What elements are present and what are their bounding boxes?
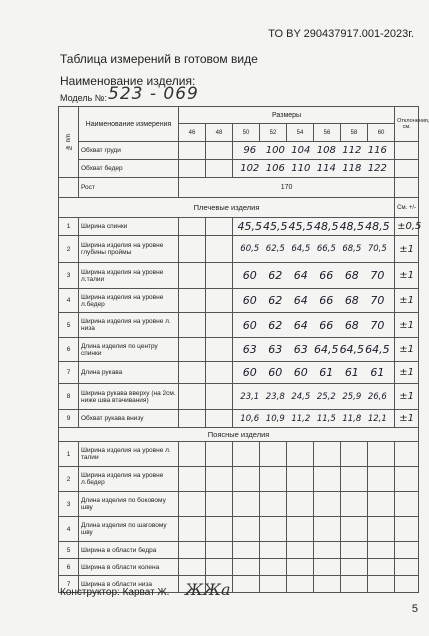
empty-cell [206, 492, 233, 517]
empty-cell [206, 142, 233, 160]
designer-line: Конструктор: Карват Ж. [60, 587, 170, 598]
empty-cell [314, 442, 341, 467]
empty-cell [341, 492, 368, 517]
measurement-label: Обхват рукава внизу [79, 410, 179, 428]
empty-cell [314, 559, 341, 576]
empty-cell [206, 338, 233, 362]
handwritten-value: 63 [242, 343, 257, 356]
empty-cell [233, 517, 260, 542]
handwritten-value: 23,8 [265, 391, 285, 402]
handwritten-value: 102 [240, 163, 260, 174]
row-number: 4 [59, 517, 79, 542]
empty-cell [395, 160, 419, 178]
handwritten-value: 64,5 [291, 244, 311, 254]
measurement-values [233, 384, 395, 410]
base-row-label: Обхват бедер [79, 160, 179, 178]
empty-cell [233, 576, 260, 593]
empty-cell [179, 236, 206, 263]
handwritten-value: 68 [344, 318, 359, 332]
measurement-values [233, 338, 395, 362]
empty-cell [233, 467, 260, 492]
empty-cell [395, 492, 419, 517]
empty-cell [179, 559, 206, 576]
handwritten-value: 64 [293, 318, 308, 332]
empty-cell [206, 362, 233, 384]
measurement-label: Длина изделия по центру спинки [79, 338, 179, 362]
row-number: 8 [59, 384, 79, 410]
handwritten-value: 45,5 [263, 220, 288, 233]
handwritten-value: 48,5 [314, 220, 339, 233]
size-50: 50 [233, 124, 260, 142]
measurement-values [233, 313, 395, 338]
handwritten-value: 60 [242, 294, 257, 307]
empty-cell [233, 559, 260, 576]
empty-cell [206, 236, 233, 263]
empty-cell [287, 467, 314, 492]
handwritten-value: 108 [316, 145, 336, 156]
model-number: 523 - 069 [108, 84, 199, 104]
row-number: 6 [59, 338, 79, 362]
empty-cell [341, 559, 368, 576]
empty-cell [179, 467, 206, 492]
row-number: 6 [59, 559, 79, 576]
handwritten-value: 60 [293, 366, 308, 379]
tolerance-value: ±1 [395, 410, 419, 428]
handwritten-value: 61 [370, 366, 385, 379]
empty-cell [287, 517, 314, 542]
measurement-values [233, 289, 395, 313]
empty-cell [179, 263, 206, 289]
handwritten-value: 62 [268, 269, 283, 282]
handwritten-value: 64,5 [339, 343, 365, 356]
empty-cell [206, 410, 233, 428]
tolerance-value: ±1 [395, 289, 419, 313]
handwritten-value: 110 [291, 163, 311, 174]
size-52: 52 [260, 124, 287, 142]
handwritten-value: 25,2 [316, 391, 336, 402]
measurement-label: Ширина в области колена [79, 559, 179, 576]
base-num-cell [59, 178, 79, 198]
handwritten-value: 66,5 [316, 244, 336, 254]
measurement-values [233, 218, 395, 236]
shoulder-section-title: Плечевые изделия [59, 198, 395, 218]
empty-cell [179, 410, 206, 428]
handwritten-value: 66 [319, 318, 334, 332]
empty-cell [206, 542, 233, 559]
empty-cell [179, 338, 206, 362]
empty-cell [395, 442, 419, 467]
handwritten-value: 12,1 [367, 413, 387, 424]
tolerance-value: ±1 [395, 263, 419, 289]
empty-cell [206, 467, 233, 492]
empty-cell [206, 289, 233, 313]
size-48: 48 [206, 124, 233, 142]
empty-cell [179, 142, 206, 160]
empty-cell [287, 542, 314, 559]
empty-cell [260, 517, 287, 542]
handwritten-value: 118 [342, 163, 362, 174]
empty-cell [179, 384, 206, 410]
measurement-label: Ширина изделия на уровне л.бедер [79, 467, 179, 492]
handwritten-value: 116 [367, 145, 387, 156]
document-code: ТО BY 290437917.001-2023г. [268, 28, 414, 40]
empty-cell [341, 467, 368, 492]
handwritten-value: 64 [293, 294, 308, 307]
row-number: 4 [59, 289, 79, 313]
empty-cell [368, 442, 395, 467]
empty-cell [179, 218, 206, 236]
measurement-label: Ширина изделия на уровне л. низа [79, 313, 179, 338]
base-row-label: Рост [79, 178, 179, 198]
handwritten-value: 64 [293, 269, 308, 282]
measurement-label: Ширина изделия на уровне л.талии [79, 263, 179, 289]
handwritten-value: 63 [293, 343, 308, 356]
empty-cell [179, 362, 206, 384]
model-label: Модель №: [60, 93, 107, 103]
page-number: 5 [411, 603, 418, 615]
measurement-label: Ширина изделия на уровне л. талии [79, 442, 179, 467]
empty-cell [314, 492, 341, 517]
handwritten-value: 60,5 [240, 244, 260, 254]
tolerance-value: ±1 [395, 384, 419, 410]
measurement-label: Ширина изделия на уровне глубины проймы [79, 236, 179, 263]
empty-cell [260, 442, 287, 467]
handwritten-value: 48,5 [365, 220, 390, 233]
measurement-label: Ширина изделия на уровне л.бедер [79, 289, 179, 313]
handwritten-value: 60 [242, 366, 257, 379]
empty-cell [368, 492, 395, 517]
empty-cell [179, 313, 206, 338]
size-56: 56 [314, 124, 341, 142]
empty-cell [395, 517, 419, 542]
base-values [233, 142, 395, 160]
handwritten-value: 96 [243, 145, 257, 156]
empty-cell [179, 160, 206, 178]
empty-cell [395, 559, 419, 576]
row-number: 2 [59, 236, 79, 263]
empty-cell [395, 576, 419, 593]
handwritten-value: 60 [242, 269, 257, 282]
tolerance-header: Отклонения, см. [395, 107, 419, 142]
handwritten-value: 62 [268, 294, 283, 307]
handwritten-value: 112 [342, 145, 362, 156]
handwritten-value: 122 [367, 163, 387, 174]
empty-cell [206, 160, 233, 178]
handwritten-value: 45,5 [288, 220, 314, 233]
handwritten-value: 11,5 [316, 413, 336, 424]
handwritten-value: 62 [268, 318, 283, 332]
empty-cell [368, 467, 395, 492]
empty-cell [314, 517, 341, 542]
empty-cell [341, 576, 368, 593]
handwritten-value: 62,5 [265, 244, 285, 254]
handwritten-value: 25,9 [342, 391, 362, 402]
handwritten-value: 66 [319, 269, 334, 282]
empty-cell [206, 517, 233, 542]
handwritten-value: 61 [319, 366, 334, 379]
measurement-label: Длина изделия по шаговому шву [79, 517, 179, 542]
empty-cell [260, 492, 287, 517]
empty-cell [179, 442, 206, 467]
row-number: 5 [59, 542, 79, 559]
handwritten-value: 10,9 [265, 413, 285, 424]
handwritten-value: 60 [242, 318, 257, 332]
empty-cell [206, 559, 233, 576]
size-46: 46 [179, 124, 206, 142]
handwritten-value: 11,2 [291, 413, 311, 424]
handwritten-value: 11,8 [342, 413, 362, 424]
empty-cell [206, 313, 233, 338]
tolerance-value: ±1 [395, 338, 419, 362]
row-number: 7 [59, 576, 79, 593]
sizes-header: Размеры [179, 107, 395, 124]
handwritten-value: 68,5 [342, 244, 362, 254]
empty-cell [260, 576, 287, 593]
empty-cell [260, 559, 287, 576]
measurement-label: Ширина в области низа [79, 576, 179, 593]
handwritten-value: 45,5 [237, 220, 262, 233]
empty-cell [287, 492, 314, 517]
empty-cell [233, 442, 260, 467]
size-58: 58 [341, 124, 368, 142]
measurement-table [58, 106, 429, 593]
empty-cell [260, 542, 287, 559]
empty-cell [179, 492, 206, 517]
measurement-values [233, 236, 395, 263]
tolerance-value: ±1 [395, 236, 419, 263]
measurement-label: Ширина рукава вверху (на 2см. ниже шва втачивания) [79, 384, 179, 410]
row-number: 9 [59, 410, 79, 428]
handwritten-value: 64,5 [314, 343, 339, 356]
empty-cell [341, 542, 368, 559]
row-number: 7 [59, 362, 79, 384]
empty-cell [287, 559, 314, 576]
handwritten-value: 104 [291, 145, 311, 156]
row-number: 5 [59, 313, 79, 338]
tolerance-unit: См. +/- [395, 198, 419, 218]
empty-cell [260, 467, 287, 492]
handwritten-value: 48,5 [339, 220, 365, 233]
handwritten-value: 70,5 [367, 244, 387, 254]
tolerance-value: ±1 [395, 313, 419, 338]
handwritten-value: 26,6 [367, 391, 387, 402]
handwritten-value: 70 [370, 294, 385, 307]
empty-cell [233, 542, 260, 559]
measurement-label: Ширина в области бедра [79, 542, 179, 559]
handwritten-value: 64,5 [365, 343, 390, 356]
num-header: № п/п [59, 107, 79, 178]
measurement-label: Длина рукава [79, 362, 179, 384]
base-row-label: Обхват груди [79, 142, 179, 160]
empty-cell [314, 576, 341, 593]
empty-cell [206, 384, 233, 410]
row-number: 1 [59, 218, 79, 236]
measurement-values [233, 263, 395, 289]
empty-cell [395, 467, 419, 492]
product-name-label: Наименование изделия: [60, 74, 196, 88]
document-title: Таблица измерений в готовом виде [60, 52, 258, 66]
handwritten-value: 23,1 [240, 391, 260, 402]
measurement-values [233, 362, 395, 384]
empty-cell [179, 542, 206, 559]
empty-cell [368, 576, 395, 593]
signature: ЖЖа [185, 580, 231, 599]
handwritten-value: 100 [265, 145, 285, 156]
handwritten-value: 63 [268, 343, 283, 356]
tolerance-value: ±0,5 [395, 218, 419, 236]
row-number: 3 [59, 263, 79, 289]
empty-cell [179, 289, 206, 313]
handwritten-value: 60 [268, 366, 283, 379]
empty-cell [341, 517, 368, 542]
handwritten-value: 24,5 [291, 391, 311, 402]
empty-cell [233, 492, 260, 517]
handwritten-value: 61 [344, 366, 359, 379]
size-54: 54 [287, 124, 314, 142]
empty-cell [314, 542, 341, 559]
empty-cell [314, 467, 341, 492]
measurement-label: Ширина спинки [79, 218, 179, 236]
row-number: 1 [59, 442, 79, 467]
row-number: 2 [59, 467, 79, 492]
handwritten-value: 106 [265, 163, 285, 174]
empty-cell [368, 517, 395, 542]
empty-cell [368, 559, 395, 576]
empty-cell [395, 542, 419, 559]
tolerance-value: ±1 [395, 362, 419, 384]
empty-cell [341, 442, 368, 467]
empty-cell [179, 517, 206, 542]
height-value: 170 [179, 178, 395, 198]
handwritten-value: 66 [319, 294, 334, 307]
empty-cell [368, 542, 395, 559]
empty-cell [206, 263, 233, 289]
size-60: 60 [368, 124, 395, 142]
handwritten-value: 70 [370, 318, 385, 332]
measurement-values [233, 410, 395, 428]
handwritten-value: 10,6 [240, 413, 260, 424]
row-number: 3 [59, 492, 79, 517]
measurement-label: Длина изделия по боковому шву [79, 492, 179, 517]
handwritten-value: 114 [316, 163, 336, 174]
waist-section-title: Поясные изделия [59, 428, 419, 442]
handwritten-value: 68 [344, 269, 359, 282]
empty-cell [395, 178, 419, 198]
empty-cell [287, 576, 314, 593]
empty-cell [206, 442, 233, 467]
name-header: Наименование измерения [79, 107, 179, 142]
empty-cell [206, 218, 233, 236]
base-values [233, 160, 395, 178]
empty-cell [287, 442, 314, 467]
empty-cell [395, 142, 419, 160]
handwritten-value: 68 [344, 294, 359, 307]
handwritten-value: 70 [370, 269, 385, 282]
